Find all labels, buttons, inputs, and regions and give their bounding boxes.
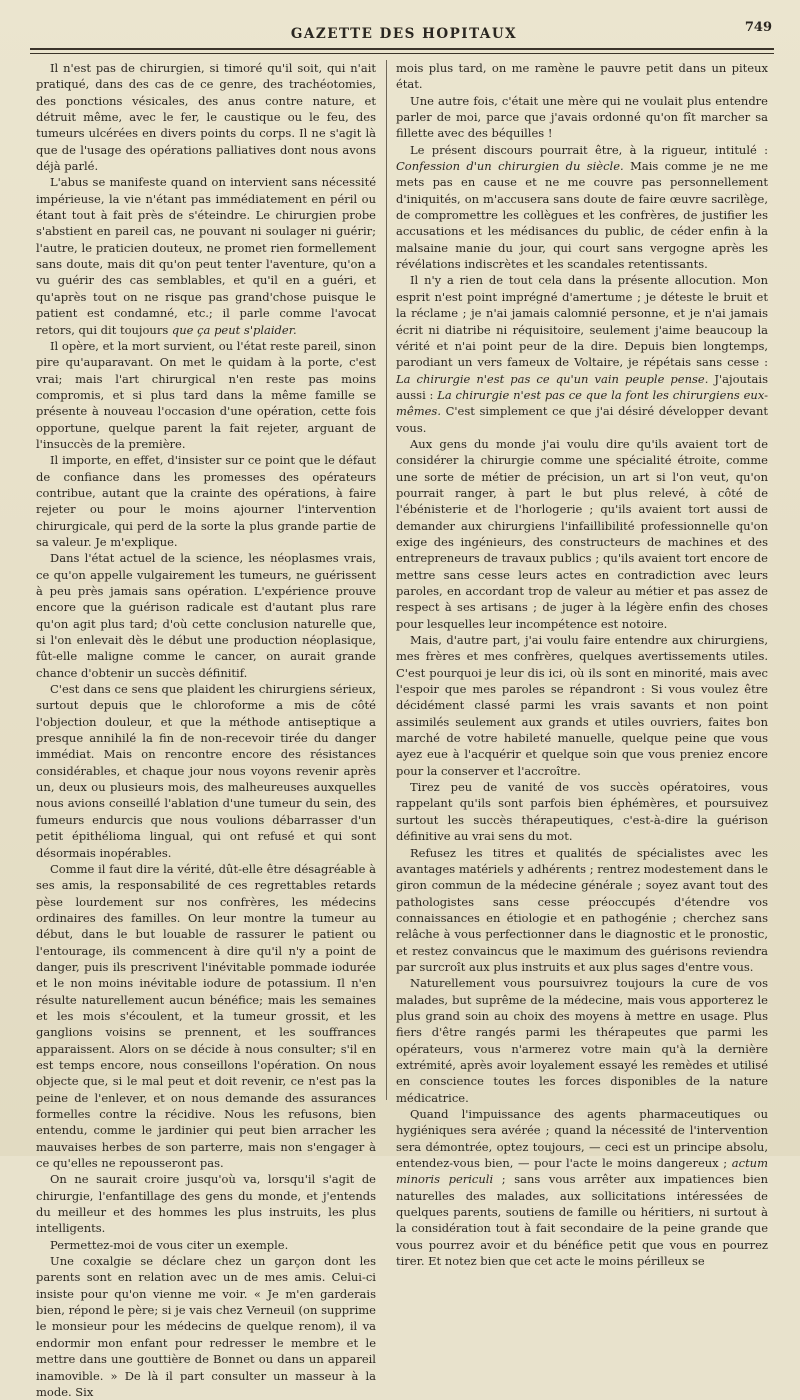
paragraph-text: Il n'est pas de chirurgien, si timoré qu'il soit, qui n'ait pratiqué, dans des cas de ce genre, des trachéotomies, des ponctions vésicales, des anus contre nature, et détruit même, avec le fer, le caustique ou le feu, des tumeurs ulcérées en divers points du corps. Il ne s'agit là que de l'usage des opérations palliatives dont nous avons déjà parlé. — [36, 61, 376, 174]
paragraph — [396, 142, 768, 273]
paragraph-text: Une autre fois, c'était une mère qui ne voulait plus entendre parler de moi, parce que j'avais ordonné qu'on fît marcher sa fillette avec des béquilles ! — [396, 93, 768, 141]
paragraph-text: On ne saurait croire jusqu'où va, lorsqu'il s'agit de chirurgie, l'enfantillage des gens du monde, et j'entends du meilleur et des hommes les plus instruits, les plus intelligents. — [36, 1172, 376, 1236]
page-header — [30, 18, 778, 48]
italic-text: que ça peut s'plaider. — [171, 322, 297, 337]
paragraph-text: Dans l'état actuel de la science, les néoplasmes vrais, ce qu'on appelle vulgairement les tumeurs, ne guérissent à peu près jamais sans opération. L'expérience prouve encore que la guérison radicale est d'autant plus rare qu'on agit plus tard; d'où cette conclusion naturelle que, si l'on enlevait dès le début une production néoplasique, fût-elle maligne comme le cancer, on aurait grande chance d'obtenir un succès définitif. — [36, 551, 376, 680]
paragraph-text: C'est simplement ce que j'ai désiré développer devant vous. — [396, 404, 768, 435]
paragraph-text: Refusez les titres et qualités de spécialistes avec les avantages matériels y adhérents ; rentrez modestement dans le giron commun de la médecine générale ; soyez avant tout des pathologistes sans cesse préoccupés d'étendre vos connaissances en étiologie et en pathogénie ; cherchez sans relâche à vous perfectionner dans le diagnostic et le pronostic, et restez convaincus que le maximum des guérisons reviendra par surcroît aux plus instruits et aux plus sages d'entre vous. — [396, 845, 768, 974]
left-column — [36, 60, 376, 1400]
paragraph-text: Il opère, et la mort survient, ou l'état reste pareil, sinon pire qu'auparavant. On met le quidam à la porte, c'est vrai; mais l'art chirurgical n'en reste pas moins compromis, et si plus tard dans la même famille se présente à nouveau l'occasion d'une opération, cette fois opportune, quelque parent la fait rejeter, arguant de l'insuccès de la première. — [36, 338, 376, 451]
paragraph-text: Mais comme je ne me mets pas en cause et ne me couvre pas personnellement d'iniquités, on m'accusera sans doute de faire œuvre sacrilège, de compromettre les collègues et les confrères, de justifier les accusations et les médisances du public, de céder enfin à la malsaine manie du jour, qui court sans vergogne après les révélations indiscrètes et les scandales retentissants. — [396, 159, 768, 272]
paragraph — [396, 1106, 768, 1269]
paragraph-text: L'abus se manifeste quand on intervient sans nécessité impérieuse, la vie n'étant pas immédiatement en péril ou étant tout à fait près de s'éteindre. Le chirurgien probe s'abstient en pareil cas, ne pouvant ni soulager ni guérir; l'autre, le praticien douteux, ne promet rien formellement sans doute, mais dit qu'on peut tenter l'aventure, qu'on a vu guérir des cas semblables, et qu'il en a guéri, et qu'après tout on ne risque pas grand'chose puisque le patient est condamné, etc.; il parle comme l'avocat retors, qui dit toujours — [36, 175, 376, 337]
paragraph — [396, 60, 768, 93]
paragraph — [36, 60, 376, 174]
paragraph — [396, 845, 768, 976]
paragraph — [36, 338, 376, 452]
paragraph — [396, 93, 768, 142]
running-title: GAZETTE DES HOPITAUX — [290, 26, 518, 42]
paragraph — [396, 436, 768, 632]
paragraph-text: Comme il faut dire la vérité, dût-elle être désagréable à ses amis, la responsabilité de ces regrettables retards pèse lourdement sur nos confrères, les médecins ordinaires des familles. On leur montre la tumeur au début, dans le but louable de rassurer le patient ou l'entourage, ils commencent à dire qu'il n'y a point de danger, puis ils prescrivent l'inévitable pommade iodurée et le non moins inévitable iodure de potassium. Il n'en résulte naturellement aucun bénéfice; mais les semaines et les mois s'écoulent, et la tumeur grossit, et les ganglions voisins se prennent, et les souffrances apparaissent. Alors on se décide à nous consulter; s'il en est temps encore, nous conseillons l'opération. On nous objecte que, si le mal peut et doit revenir, ce n'est pas la peine de l'enlever, et on nous demande des assurances formelles contre la récidive. Nous les refusons, bien entendu, comme le jardinier qui peut bien arracher les mauvaises herbes de son parterre, mais non s'engager à ce qu'elles ne repousseront pas. — [36, 861, 376, 1171]
paragraph-text: J'ajoutais aussi : — [396, 371, 768, 402]
paragraph-text: Il n'y a rien de tout cela dans la présente allocution. Mon esprit n'est point imprégné d'amertume ; je déteste le bruit et la réclame ; je n'ai jamais calomnié personne, et je n'ai jamais écrit ni diatribe ni réquisitoire, seulement j'aime beaucoup la vérité et n'ai point peur de la dire. Depuis bien longtemps, parodiant un vers fameux de Voltaire, je répétais sans cesse : — [396, 273, 768, 370]
paragraph — [396, 272, 768, 435]
italic-text: La chirurgie n'est pas ce que la font les chirurgiens eux-mêmes. — [396, 387, 768, 419]
paragraph-text: Mais, d'autre part, j'ai voulu faire entendre aux chirurgiens, mes frères et mes confrères, quelques avertissements utiles. C'est pourquoi je leur dis ici, où ils sont en minorité, mais avec l'espoir que mes paroles se répandront : Si vous voulez être décidément classé parmi les vrais savants et non point assimilés seulement aux grands et utiles ouvriers, faites bon marché de votre habileté manuelle, quelque peine que vous ayez eue à l'acquérir et quelque soin que vous preniez encore pour la conserver et l'accroître. — [396, 633, 768, 778]
paragraph — [396, 779, 768, 844]
paragraph — [36, 1171, 376, 1236]
italic-text: Confession d'un chirurgien du siècle. — [396, 159, 624, 174]
paragraph-text: Permettez-moi de vous citer un exemple. — [50, 1237, 289, 1252]
header-rule — [30, 48, 774, 50]
paragraph — [396, 632, 768, 779]
paragraph-text: ; sans vous arrêter aux impatiences bien naturelles des malades, aux sollicitations intéressées de quelques parents, soutiens de famille ou héritiers, ni surtout à la considération tout à fait secondaire de la peine grande que vous pourrez avoir et du bénéfice petit que vous en pourrez tirer. Et notez bien que cet acte le moins périlleux se — [396, 1172, 768, 1269]
paragraph-text: Tirez peu de vanité de vos succès opératoires, vous rappelant qu'ils sont parfois bien éphémères, et poursuivez surtout les succès thérapeutiques, c'est-à-dire la guérison définitive au vrai sens du mot. — [396, 780, 768, 844]
paragraph-text: Il importe, en effet, d'insister sur ce point que le défaut de confiance dans les promesses des opérateurs contribue, autant que la crainte des opérations, à faire rejeter ou pour le moins ajourner l'intervention chirurgicale, qui perd de la sorte la plus grande partie de sa valeur. Je m'explique. — [36, 453, 376, 549]
paragraph — [36, 550, 376, 681]
paragraph — [36, 174, 376, 337]
paragraph — [36, 452, 376, 550]
paragraph-text: Quand l'impuissance des agents pharmaceutiques ou hygiéniques sera avérée ; quand la nécessité de l'intervention sera démontrée, optez toujours, — ceci est un principe absolu, entendez-vous bien, — pour l'acte le moins dangereux ; — [396, 1107, 768, 1171]
paragraph-text: Aux gens du monde j'ai voulu dire qu'ils avaient tort de considérer la chirurgie comme une spécialité étroite, comme une sorte de métier de précision, un art si l'on veut, qu'on pourrait ranger, à part le but plus relevé, à côté de l'ébénisterie et de l'horlogerie ; qu'ils avaient tort aussi de demander aux chirurgiens l'infaillibilité professionnelle qu'on exige des ingénieurs, des constructeurs de machines et des entrepreneurs de travaux publics ; qu'ils avaient tort encore de mettre sans cesse leurs actes en contradiction avec leurs paroles, en accordant trop de valeur au métier et pas assez de respect à ses artisans ; de juger à la légère enfin des choses pour lesquelles leur incompétence est notoire. — [396, 436, 768, 631]
page-number: 749 — [744, 20, 772, 35]
paragraph — [36, 681, 376, 861]
paragraph — [36, 1253, 376, 1400]
paragraph-text: mois plus tard, on me ramène le pauvre petit dans un piteux état. — [396, 61, 768, 92]
paragraph-text: Naturellement vous poursuivrez toujours la cure de vos malades, but suprême de la médecine, mais vous apporterez le plus grand soin au choix des moyens à mettre en usage. Plus fiers d'être rangés parmi les thérapeutes que parmi les opérateurs, vous n'armerez votre main qu'à la dernière extrémité, après avoir loyalement essayé les remèdes et utilisé en conscience toutes les forces disponibles de la nature médicatrice. — [396, 976, 768, 1105]
header-rule-thin — [30, 53, 774, 54]
column-divider — [386, 60, 387, 1100]
paragraph — [36, 1237, 376, 1253]
paragraph — [396, 975, 768, 1106]
paragraph — [36, 861, 376, 1172]
paragraph-text: Une coxalgie se déclare chez un garçon dont les parents sont en relation avec un de mes amis. Celui-ci insiste pour qu'on vienne me voir. « Je m'en garderais bien, répond le père; si je vais chez Verneuil (on supprime le monsieur pour les médecins de quelque renom), il va endormir mon enfant pour redresser le membre et le mettre dans une gouttière de Bonnet ou dans un appareil inamovible. » De là il part consulter un masseur à la mode. Six — [36, 1254, 376, 1399]
italic-text: La chirurgie n'est pas ce qu'un vain peuple pense. — [396, 371, 709, 386]
paragraph-text: Le présent discours pourrait être, à la rigueur, intitulé : — [410, 142, 768, 157]
right-column — [396, 60, 768, 1269]
italic-text: actum minoris periculi — [396, 1156, 768, 1187]
paragraph-text: C'est dans ce sens que plaident les chirurgiens sérieux, surtout depuis que le chloroforme a mis de côté l'objection douleur, et que la méthode antiseptique a presque annihilé la fin de non-recevoir tirée du danger immédiat. Mais on rencontre encore des résistances considérables, et chaque jour nous voyons revenir après un, deux ou plusieurs mois, des malheureuses auxquelles nous avions conseillé l'ablation d'une tumeur du sein, des fumeurs endurcis que nous voulions débarrasser d'un petit épithélioma lingual, qui ont refusé et qui sont désormais inopérables. — [36, 682, 376, 860]
